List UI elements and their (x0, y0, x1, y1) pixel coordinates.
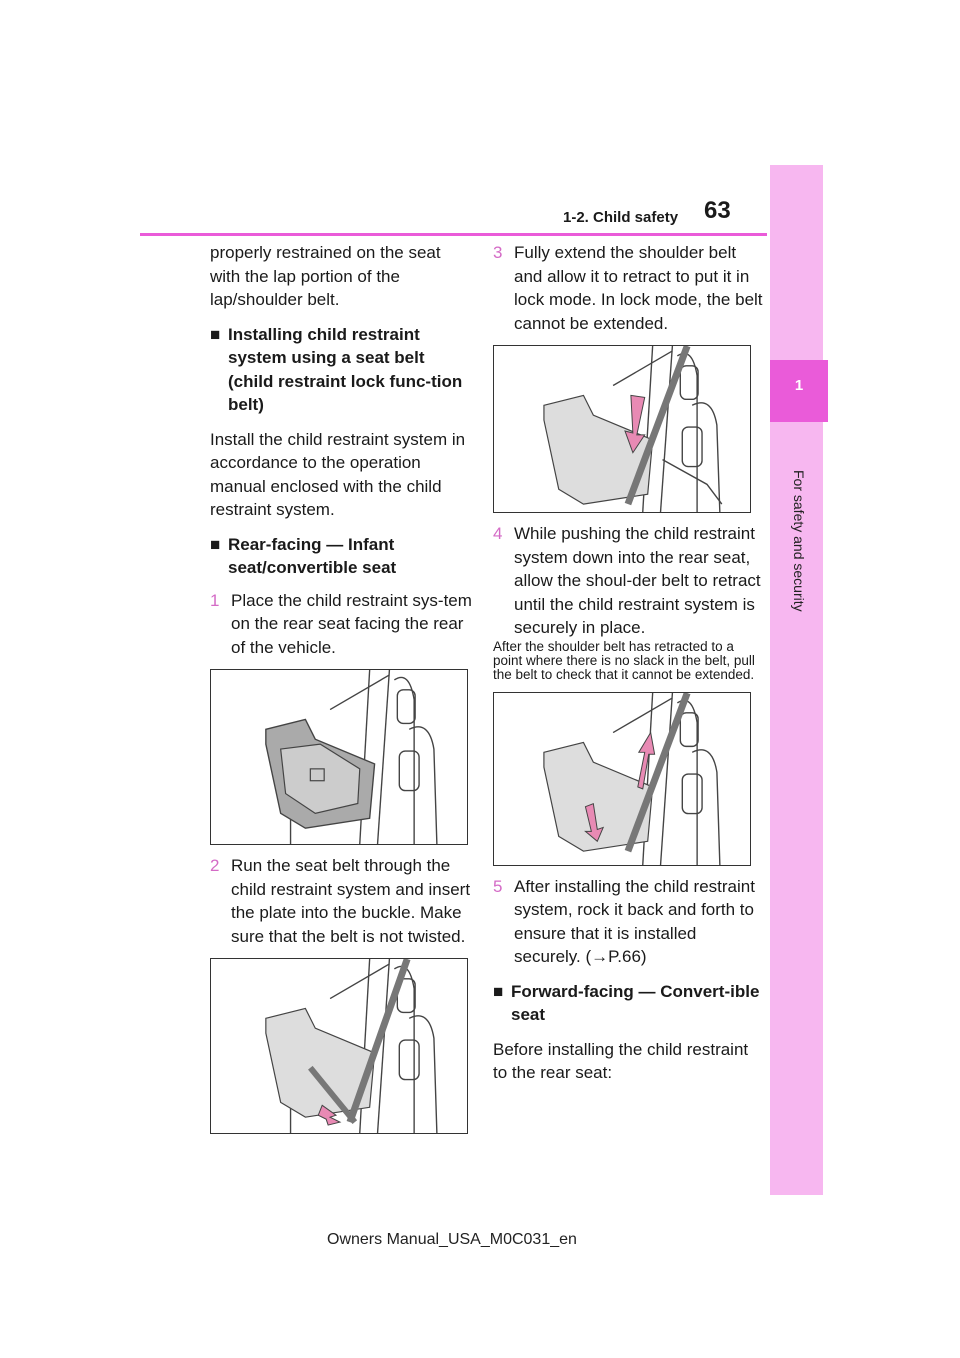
step-4 (493, 522, 763, 640)
retract-belt-illustration (494, 693, 750, 865)
note-text: After the shoulder belt has retracted to a point where there is no slack in the belt, pull the belt to check that it cannot be extended. (493, 638, 755, 682)
section-title: 1-2. Child safety (563, 209, 679, 226)
square-bullet-icon: ■ (210, 534, 221, 554)
right-column (493, 241, 763, 1085)
step-text: Run the seat belt through the child restraint system and insert the plate into the buckle. Make sure that the belt is not twisted. (231, 856, 471, 946)
section3-text: Before installing the child restraint to the rear seat: (493, 1039, 749, 1082)
step-text: Fully extend the shoulder belt and allow it to retract to put it in lock mode. In lock mode, the belt cannot be extended. (514, 243, 763, 333)
step-text: Place the child restraint sys-tem on the rear seat facing the rear of the vehicle. (231, 590, 472, 657)
step-number: 1 (210, 590, 220, 610)
step-1 (210, 589, 472, 660)
figure-seat-belt-buckle (210, 958, 468, 1134)
side-strip (770, 165, 823, 1195)
figure-retract-shoulder-belt (493, 692, 751, 866)
footer-text: Owners Manual_USA_M0C031_en (327, 1231, 577, 1248)
header-rule (140, 233, 767, 236)
step-number: 3 (493, 243, 503, 262)
extend-belt-illustration (494, 346, 750, 512)
step-number: 2 (210, 856, 220, 875)
intro-text: properly restrained on the seat with the lap portion of the lap/shoulder belt. (210, 243, 441, 309)
section1-text: Install the child restraint system in accordance to the operation manual enclosed with the child restraint system. (210, 429, 466, 519)
step-text[interactable]: After installing the child restraint system, rock it back and forth to ensure that it is installed securely. (→P.66) (514, 876, 755, 966)
square-bullet-icon: ■ (210, 324, 221, 344)
section-heading-rear-facing: ■ Rear-facing — Infant seat/convertible seat (210, 533, 472, 580)
chapter-title: For safety and security (791, 470, 807, 612)
figure-extend-shoulder-belt (493, 345, 751, 513)
section-heading-forward-facing: ■ Forward-facing — Convert-ible seat (493, 980, 763, 1027)
figure-child-seat-placed (210, 669, 468, 845)
step-number: 5 (493, 876, 503, 896)
step-number: 4 (493, 524, 503, 543)
chapter-number: 1 (794, 377, 804, 394)
step-3 (493, 241, 763, 335)
step-text: While pushing the child restraint system down into the rear seat, allow the shoul-der belt to retract until the child restraint system is securely in place. (514, 524, 761, 637)
square-bullet-icon: ■ (493, 981, 504, 1001)
child-seat-illustration (211, 670, 467, 844)
step-2 (210, 854, 472, 948)
left-column (210, 241, 472, 1134)
step-5 (493, 875, 763, 969)
page-number: 63 (704, 197, 731, 224)
belt-buckle-illustration (211, 959, 467, 1133)
section-heading-seat-belt: ■ Installing child restraint system using a seat belt (child restraint lock func-tion belt) (210, 323, 472, 417)
